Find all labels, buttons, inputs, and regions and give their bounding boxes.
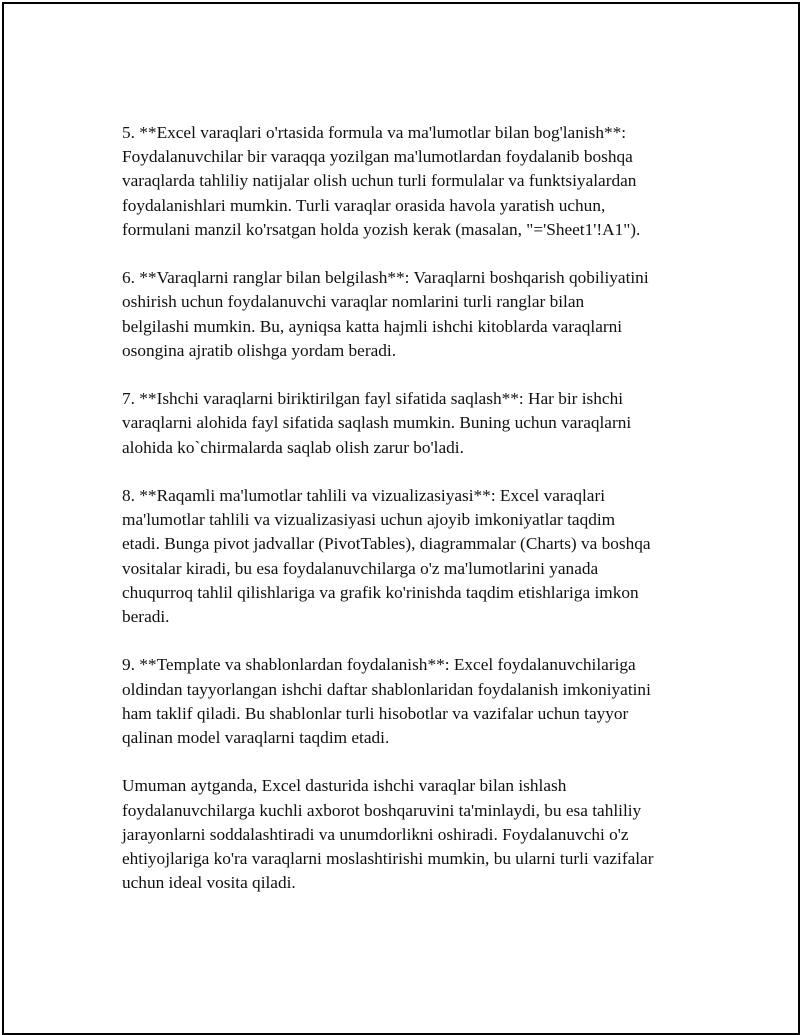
paragraph-item-9 — [122, 653, 702, 750]
text-line: ehtiyojlariga ko'ra varaqlarni moslashtirishi mumkin, bu ularni turli vazifalar — [122, 849, 654, 869]
document-body — [122, 121, 702, 920]
text-line: beradi. — [122, 607, 170, 627]
text-line: belgilashi mumkin. Bu, ayniqsa katta hajmli ishchi kitoblarda varaqlarni — [122, 316, 623, 336]
text-line: oshirish uchun foydalanuvchi varaqlar nomlarini turli ranglar bilan — [122, 292, 585, 312]
paragraph-item-6 — [122, 266, 702, 363]
text-line: ham taklif qiladi. Bu shablonlar turli hisobotlar va vazifalar uchun tayyor — [122, 703, 629, 723]
text-line: formulani manzil ko'rsatgan holda yozish kerak (masalan, "='Sheet1'!A1"). — [122, 219, 641, 239]
text-line: varaqlarni alohida fayl sifatida saqlash mumkin. Buning uchun varaqlarni — [122, 413, 632, 433]
text-line: foydalanishlari mumkin. Turli varaqlar orasida havola yaratish uchun, — [122, 195, 606, 215]
text-line: varaqlarda tahliliy natijalar olish uchun turli formulalar va funktsiyalardan — [122, 171, 637, 191]
text-line: 6. **Varaqlarni ranglar bilan belgilash**: Varaqlarni boshqarish qobiliyatini — [122, 268, 649, 288]
text-line: oldindan tayyorlangan ishchi daftar shablonlaridan foydalanish imkoniyatini — [122, 679, 651, 699]
text-line: foydalanuvchilarga kuchli axborot boshqaruvini ta'minlaydi, bu esa tahliliy — [122, 800, 642, 820]
text-line: jarayonlarni soddalashtiradi va unumdorlikni oshiradi. Foydalanuvchi o'z — [122, 824, 629, 844]
text-line: 8. **Raqamli ma'lumotlar tahlili va vizualizasiyasi**: Excel varaqlari — [122, 486, 605, 505]
text-line: vositalar kiradi, bu esa foydalanuvchilarga o'z ma'lumotlarini yanada — [122, 558, 599, 578]
text-line: 7. **Ishchi varaqlarni biriktirilgan fayl sifatida saqlash**: Har bir ishchi — [122, 389, 624, 409]
paragraph-item-7 — [122, 387, 702, 460]
paragraph-item-8 — [122, 484, 702, 629]
text-line: Foydalanuvchilar bir varaqqa yozilgan ma'lumotlardan foydalanib boshqa — [122, 147, 633, 167]
text-line: 5. **Excel varaqlari o'rtasida formula va ma'lumotlar bilan bog'lanish**: — [122, 123, 627, 142]
text-line: chuqurroq tahlil qilishlariga va grafik ko'rinishda taqdim etishlariga imkon — [122, 582, 639, 602]
text-line: ma'lumotlar tahlili va vizualizasiyasi uchun ajoyib imkoniyatlar taqdim — [122, 510, 616, 530]
page-frame — [2, 2, 800, 1035]
text-line: Umuman aytganda, Excel dasturida ishchi varaqlar bilan ishlash — [122, 776, 567, 796]
paragraph-summary — [122, 774, 702, 895]
text-line: uchun ideal vosita qiladi. — [122, 873, 296, 893]
text-line: etadi. Bunga pivot jadvallar (PivotTables), diagrammalar (Charts) va boshqa — [122, 534, 651, 554]
paragraph-item-5 — [122, 121, 702, 242]
text-line: alohida ko`chirmalarda saqlab olish zarur bo'ladi. — [122, 437, 464, 457]
text-line: osongina ajratib olishga yordam beradi. — [122, 340, 397, 360]
text-line: 9. **Template va shablonlardan foydalanish**: Excel foydalanuvchilariga — [122, 655, 636, 675]
text-line: qalinan model varaqlarni taqdim etadi. — [122, 728, 390, 748]
